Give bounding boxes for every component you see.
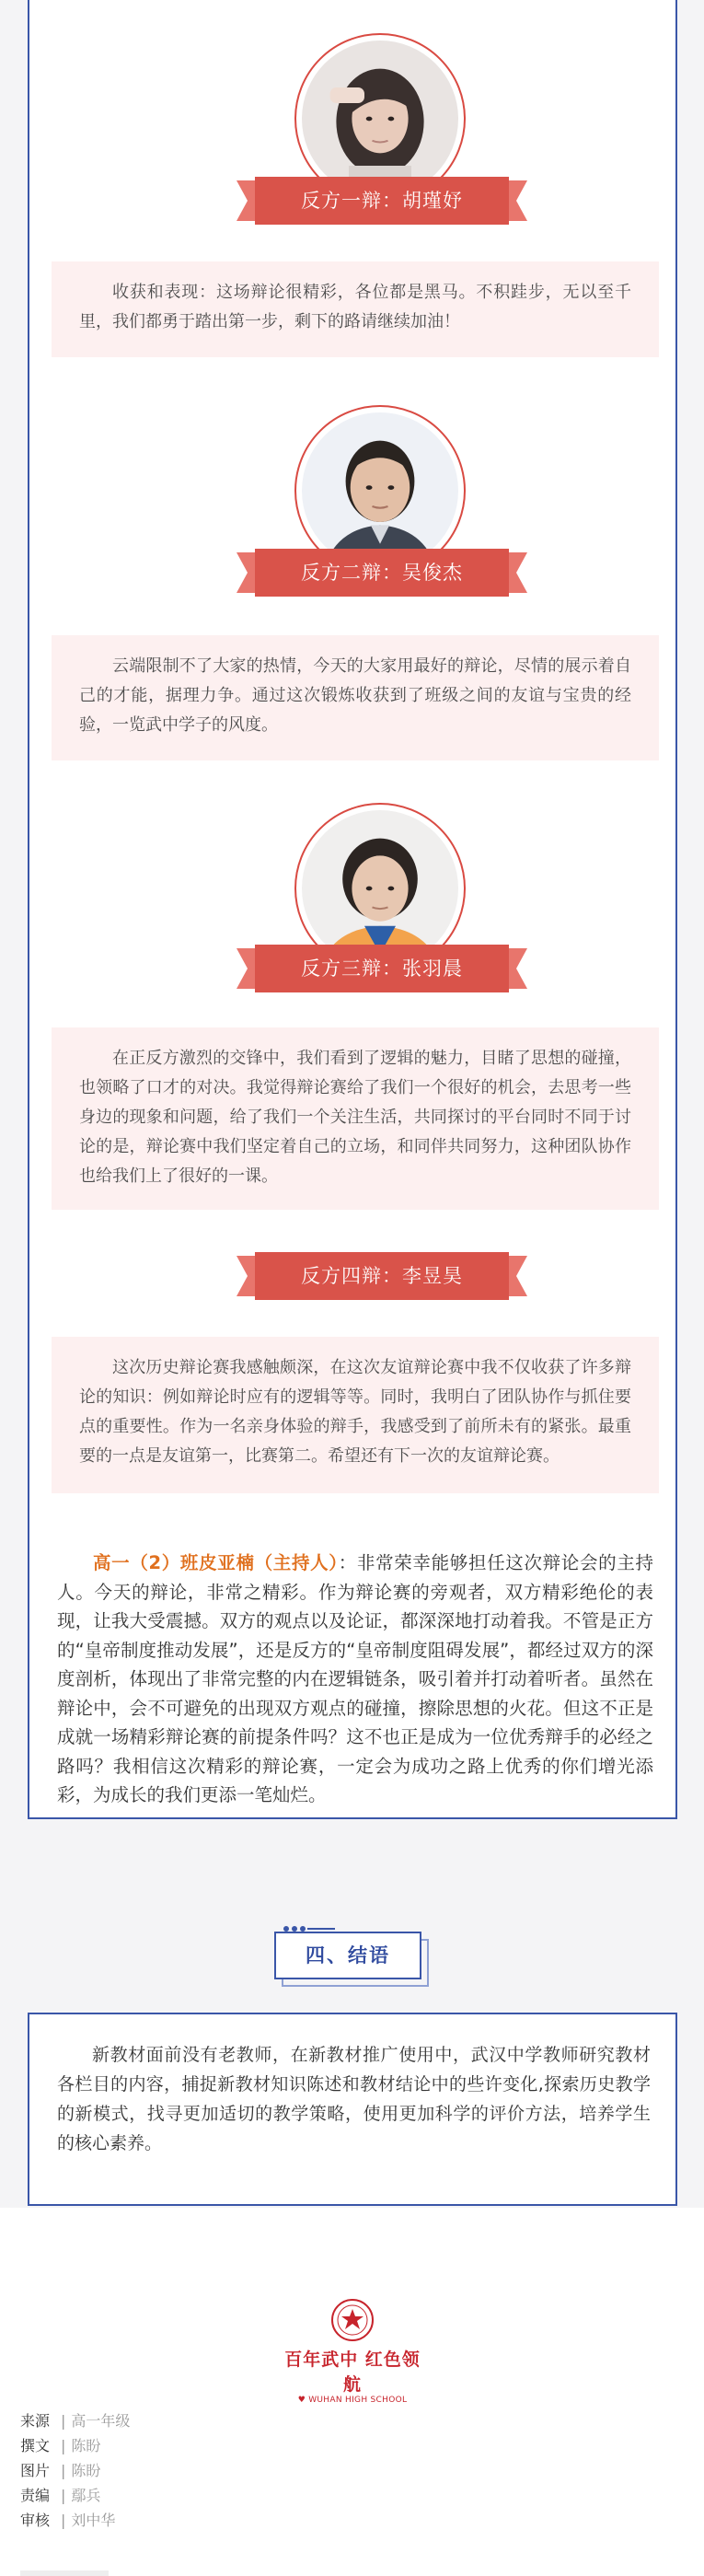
credit-value: 鄢兵 xyxy=(71,2487,101,2504)
debate-content-card xyxy=(28,0,677,1819)
speaker-name-label: 反方一辩：胡瑾妤 xyxy=(301,190,463,212)
conclusion-card xyxy=(28,2013,677,2206)
credit-label: 审核 xyxy=(20,2512,51,2529)
speaker-ribbon xyxy=(237,1252,527,1300)
credit-label: 来源 xyxy=(20,2412,51,2430)
logo-title: 百年武中 红色领航 xyxy=(284,2350,421,2395)
credit-label: 责编 xyxy=(20,2487,51,2504)
credit-row-editor: 责编 | 鄢兵 xyxy=(20,2483,130,2508)
school-emblem-icon xyxy=(330,2298,375,2342)
host-text: ：非常荣幸能够担任这次辩论会的主持人。今天的辩论，非常之精彩。作为辩论赛的旁观者，双方精彩绝伦的表现，让我大受震撼。双方的观点以及论证，都深深地打动着我。不管是正方的“皇帝制度推动发展”，还是反方的“皇帝制度阻碍发展”，都经过双方的深度剖析，体现出了非常完整的内在逻辑链条，吸引着并打动着听者。虽然在辩论中，会不可避免的出现双方观点的碰撞，擦除思想的火花。但这不正是成就一场精彩辩论赛的前提条件吗？这不也正是成为一位优秀辩手的必经之路吗？我相信这次精彩的辩论赛，一定会为成功之路上优秀的你们增光添彩，为成长的我们更添一笔灿烂。 xyxy=(57,1552,653,1805)
heart-icon: ♥ xyxy=(297,2396,309,2405)
credit-row-source: 来源 | 高一年级 xyxy=(20,2408,130,2433)
speaker-photo xyxy=(302,412,458,569)
section-title: 四、结语 xyxy=(306,1944,390,1967)
logo-subtitle: ♥ WUHAN HIGH SCHOOL xyxy=(297,2396,408,2405)
speaker-comment-text: 在正反方激烈的交锋中，我们看到了逻辑的魅力，目睹了思想的碰撞，也领略了口才的对决。我觉得辩论赛给了我们一个很好的机会，去思考一些身边的现象和问题，给了我们一个关注生活，共同探讨的平台同时不同于讨论的是，辩论赛中我们坚定着自己的立场，和同伴共同努力，这种团队协作也给我们上了很好的一课。 xyxy=(79,1049,631,1186)
speaker-comment-text: 收获和表现：这场辩论很精彩，各位都是黑马。不积跬步，无以至千里，我们都勇于踏出第一步，剩下的路请继续加油！ xyxy=(79,283,631,331)
speaker-comment-box xyxy=(52,261,659,357)
credit-label: 图片 xyxy=(20,2462,51,2479)
speaker-name-label: 反方四辩：李昱昊 xyxy=(301,1265,463,1287)
credit-value: 刘中华 xyxy=(71,2512,116,2529)
speaker-comment-box xyxy=(52,635,659,760)
credit-value: 陈盼 xyxy=(71,2437,101,2454)
speaker-comment-text: 云端限制不了大家的热情，今天的大家用最好的辩论，尽情的展示着自己的才能，据理力争。通过这次锻炼收获到了班级之间的友谊与宝贵的经验，一览武中学子的风度。 xyxy=(79,656,631,735)
credit-row-writer: 撰文 | 陈盼 xyxy=(20,2433,130,2458)
section-heading xyxy=(274,1932,431,1987)
speaker-photo xyxy=(302,810,458,967)
credit-value: 陈盼 xyxy=(71,2462,101,2479)
speaker-ribbon xyxy=(237,177,527,225)
speaker-name-label: 反方二辩：吴俊杰 xyxy=(301,562,463,584)
speaker-ribbon xyxy=(237,549,527,597)
credit-row-photos: 图片 | 陈盼 xyxy=(20,2458,130,2483)
heading-line-decoration xyxy=(307,1928,335,1930)
school-logo xyxy=(276,2298,429,2405)
conclusion-text: 新教材面前没有老教师，在新教材推广使用中，武汉中学教师研究教材各栏目的内容，捕捉新教材知识陈述和教材结论中的些许变化,探索历史教学的新模式，找寻更加适切的教学策略，使用更加科学的评价方法，培养学生的核心素养。 xyxy=(57,2045,651,2153)
speaker-comment-box xyxy=(52,1027,659,1210)
credits-list xyxy=(20,2408,130,2533)
speaker-comment-box xyxy=(52,1337,659,1493)
speaker-name-label: 反方三辩：张羽晨 xyxy=(301,957,463,980)
credit-row-reviewer: 审核 | 刘中华 xyxy=(20,2508,130,2533)
speaker-comment-text: 这次历史辩论赛我感触颇深，在这次友谊辩论赛中我不仅收获了许多辩论的知识：例如辩论时应有的逻辑等等。同时，我明白了团队协作与抓住要点的重要性。作为一名亲身体验的辩手，我感受到了前所未有的紧张。最重要的一点是友谊第一，比赛第二。希望还有下一次的友谊辩论赛。 xyxy=(79,1358,631,1466)
speaker-photo xyxy=(302,41,458,197)
credit-value: 高一年级 xyxy=(71,2412,131,2430)
speaker-ribbon xyxy=(237,945,527,992)
bottom-divider xyxy=(20,2570,109,2576)
host-name: 高一（2）班皮亚楠（主持人） xyxy=(93,1552,339,1573)
credit-label: 撰文 xyxy=(20,2437,51,2454)
host-paragraph xyxy=(57,1549,653,1810)
